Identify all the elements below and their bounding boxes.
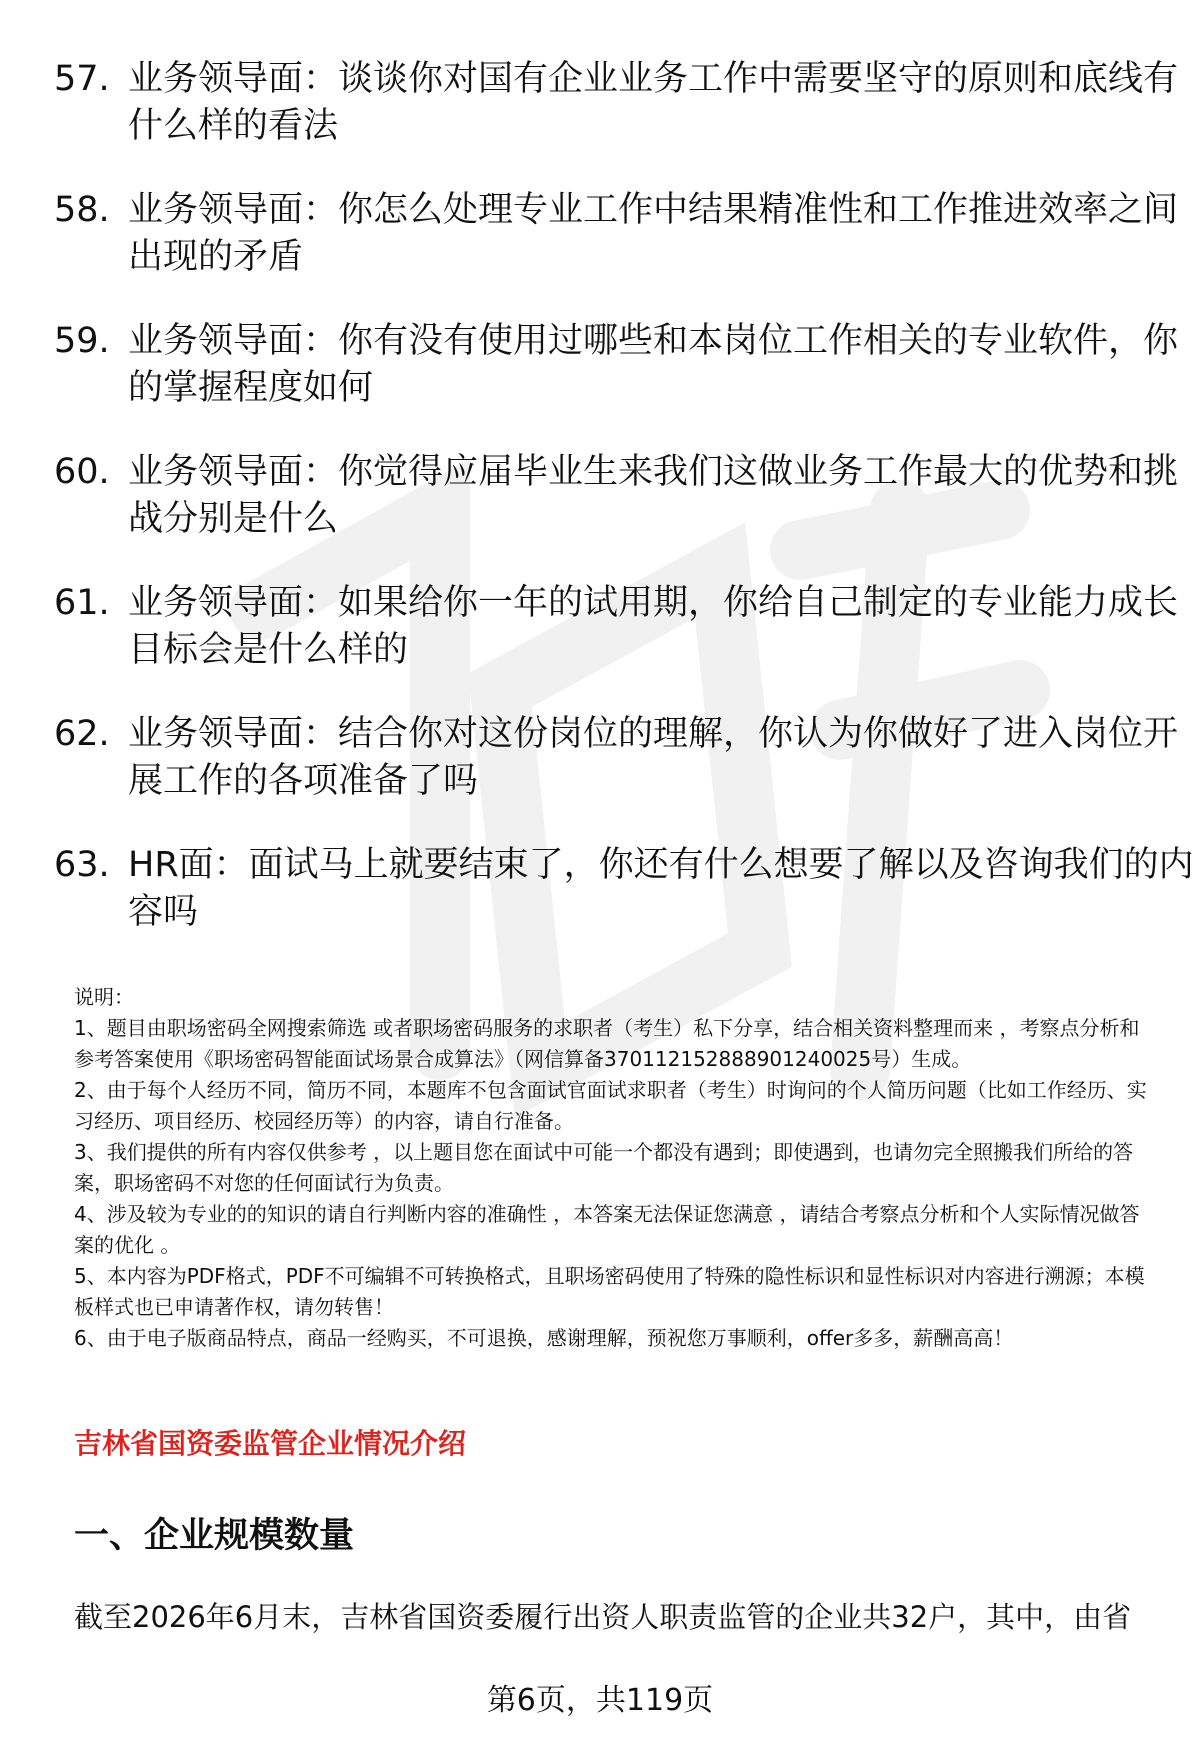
question-item (54, 580, 1179, 674)
note-item: 4、涉及较为专业的的知识的请自行判断内容的准确性 ，本答案无法保证您满意 ，请结合考察点分析和个人实际情况做答案的优化 。 (74, 1202, 1140, 1257)
note-item: 3、我们提供的所有内容仅供参考 ，以上题目您在面试中可能一个都没有遇到；即使遇到，也请勿完全照搬我们所给的答案，职场密码不对您的任何面试行为负责。 (74, 1140, 1134, 1195)
question-item (54, 187, 1179, 281)
question-item (54, 449, 1179, 543)
question-item (54, 318, 1179, 412)
note-item: 1、题目由职场密码全网搜索筛选 或者职场密码服务的求职者（考生）私下分享，结合相关资料整理而来 ，考察点分析和参考答案使用《职场密码智能面试场景合成算法》（网信算备370112152888901240025号）生成。 (74, 1016, 1140, 1071)
question-text: 业务领导面：你有没有使用过哪些和本岗位工作相关的专业软件，你的掌握程度如何 (128, 321, 1179, 408)
question-number: 61. (54, 583, 110, 623)
intro-title: 吉林省国资委监管企业情况介绍 (74, 1427, 467, 1460)
section-heading: 一、企业规模数量 (74, 1516, 355, 1556)
question-text: 业务领导面：你怎么处理专业工作中结果精准性和工作推进效率之间出现的矛盾 (128, 190, 1179, 277)
question-text: 业务领导面：结合你对这份岗位的理解，你认为你做好了进入岗位开展工作的各项准备了吗 (128, 714, 1179, 801)
question-text: 业务领导面：如果给你一年的试用期，你给自己制定的专业能力成长目标会是什么样的 (128, 583, 1179, 670)
note-item: 5、本内容为PDF格式，PDF不可编辑不可转换格式，且职场密码使用了特殊的隐性标识和显性标识对内容进行溯源；本模板样式也已申请著作权，请勿转售！ (74, 1264, 1145, 1319)
question-number: 60. (54, 452, 110, 492)
notes-heading: 说明： (74, 985, 134, 1009)
question-item (54, 842, 1194, 936)
question-number: 59. (54, 321, 110, 361)
question-number: 63. (54, 845, 110, 885)
note-item: 6、由于电子版商品特点，商品一经购买，不可退换，感谢理解，预祝您万事顺利，offer多多，薪酬高高！ (74, 1326, 1014, 1350)
body-paragraph: 截至2026年6月末，吉林省国资委履行出资人职责监管的企业共32户，其中，由省 (74, 1600, 1132, 1634)
disclaimer-notes (74, 982, 1154, 1354)
note-item: 2、由于每个人经历不同，简历不同，本题库不包含面试官面试求职者（考生）时询问的个人简历问题（比如工作经历、实习经历、项目经历、校园经历等）的内容，请自行准备。 (74, 1078, 1147, 1133)
question-number: 57. (54, 59, 110, 99)
question-text: 业务领导面：谈谈你对国有企业业务工作中需要坚守的原则和底线有什么样的看法 (128, 59, 1179, 146)
question-number: 62. (54, 714, 110, 754)
question-text: HR面：面试马上就要结束了，你还有什么想要了解以及咨询我们的内容吗 (128, 845, 1194, 932)
question-text: 业务领导面：你觉得应届毕业生来我们这做业务工作最大的优势和挑战分别是什么 (128, 452, 1179, 539)
question-number: 58. (54, 190, 110, 230)
question-item (54, 56, 1179, 150)
question-item (54, 711, 1179, 805)
page-footer: 第6页，共119页 (486, 1683, 714, 1718)
